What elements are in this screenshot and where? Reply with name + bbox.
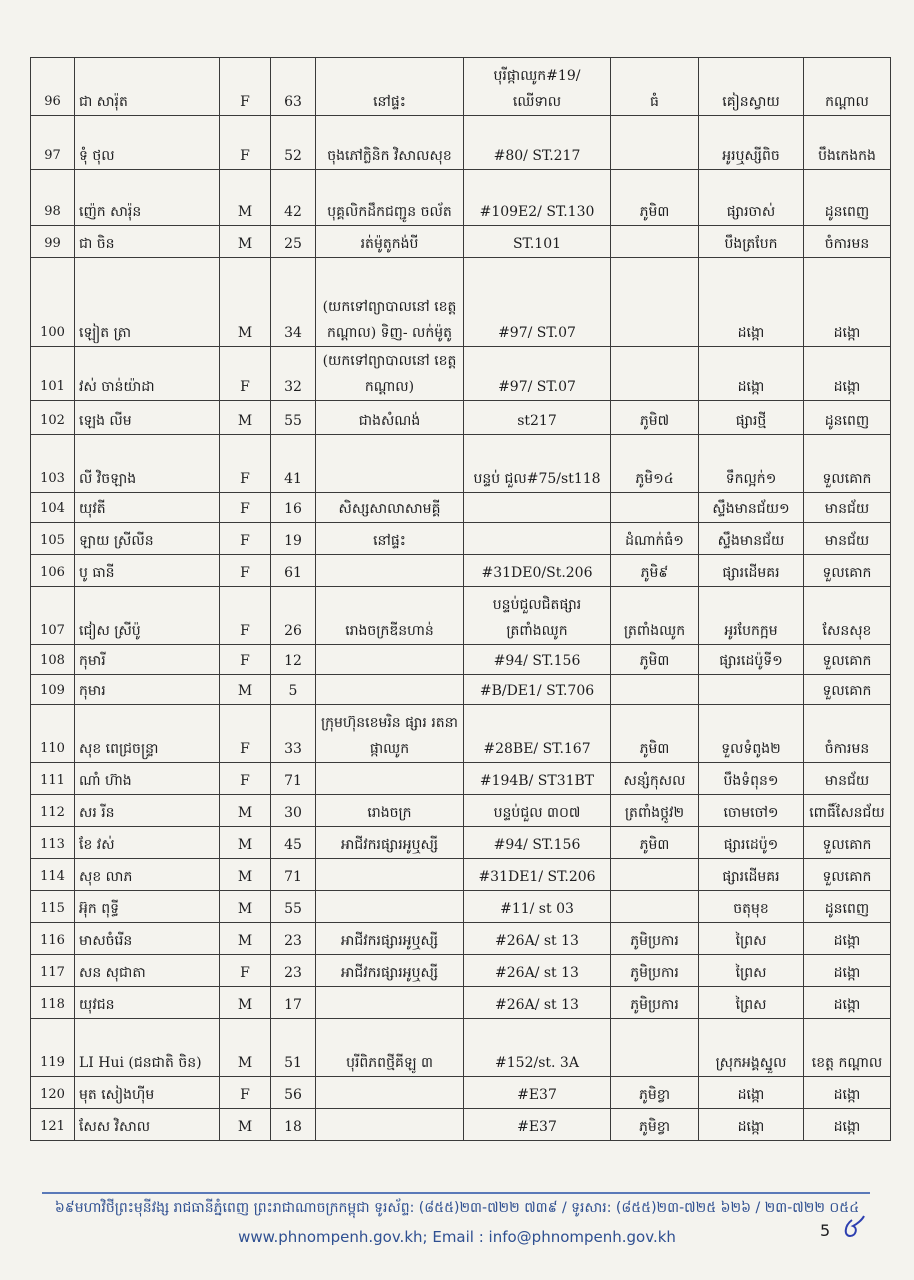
commune-cell: ស្ទឹងមានជ័យ១ bbox=[699, 493, 804, 523]
commune-cell: អូរឬស្សីពិច bbox=[699, 116, 804, 170]
district-cell: ដូនពេញ bbox=[804, 170, 891, 226]
village-cell: ភូមិប្រការ bbox=[611, 987, 699, 1019]
district-cell: ខេត្ត កណ្ដាល bbox=[804, 1019, 891, 1077]
table-row bbox=[31, 923, 891, 955]
district-cell: ទួលគោក bbox=[804, 859, 891, 891]
person-name-cell: ញ៉េក សារ៉ុន bbox=[75, 170, 220, 226]
sex-cell: M bbox=[220, 891, 271, 923]
person-name-cell: ណាំ ហ៊ាង bbox=[75, 763, 220, 795]
table-row bbox=[31, 587, 891, 645]
row-number-cell: 104 bbox=[31, 493, 75, 523]
commune-cell: ផ្សារដើមគរ bbox=[699, 555, 804, 587]
address-cell bbox=[464, 493, 611, 523]
address-cell: #26A/ st 13 bbox=[464, 955, 611, 987]
address-cell: #97/ ST.07 bbox=[464, 258, 611, 347]
footer-divider bbox=[42, 1192, 870, 1194]
row-number-cell: 107 bbox=[31, 587, 75, 645]
sex-cell: F bbox=[220, 1077, 271, 1109]
commune-cell: ផ្សារដេប៉ូ១ bbox=[699, 827, 804, 859]
table-row bbox=[31, 170, 891, 226]
age-cell: 12 bbox=[271, 645, 316, 675]
age-cell: 56 bbox=[271, 1077, 316, 1109]
address-cell: ST.101 bbox=[464, 226, 611, 258]
sex-cell: M bbox=[220, 401, 271, 435]
commune-cell: ព្រៃស bbox=[699, 987, 804, 1019]
district-cell: ដង្កោ bbox=[804, 923, 891, 955]
occupation-cell bbox=[316, 987, 464, 1019]
age-cell: 71 bbox=[271, 763, 316, 795]
sex-cell: F bbox=[220, 523, 271, 555]
occupation-cell: (យកទៅព្យាបាលនៅ ខេត្តកណ្ដាល) ទិញ- លក់ម៉ូតូ bbox=[316, 258, 464, 347]
age-cell: 32 bbox=[271, 347, 316, 401]
commune-cell: អូរបែកក្អម bbox=[699, 587, 804, 645]
occupation-cell: នៅផ្ទះ bbox=[316, 58, 464, 116]
table-row bbox=[31, 891, 891, 923]
village-cell bbox=[611, 1019, 699, 1077]
case-table-body bbox=[31, 58, 891, 1141]
village-cell bbox=[611, 116, 699, 170]
village-cell bbox=[611, 347, 699, 401]
address-cell: #31DE1/ ST.206 bbox=[464, 859, 611, 891]
age-cell: 33 bbox=[271, 705, 316, 763]
village-cell: ភូមិខ្វា bbox=[611, 1077, 699, 1109]
row-number-cell: 119 bbox=[31, 1019, 75, 1077]
address-cell: បន្ទប់ជួលជិតផ្សារ ត្រពាំងឈូក bbox=[464, 587, 611, 645]
row-number-cell: 108 bbox=[31, 645, 75, 675]
table-row bbox=[31, 493, 891, 523]
row-number-cell: 117 bbox=[31, 955, 75, 987]
occupation-cell: ចុងភៅក្លិនិក វិសាលសុខ bbox=[316, 116, 464, 170]
age-cell: 23 bbox=[271, 923, 316, 955]
person-name-cell: វស់ ចាន់យ៉ាដា bbox=[75, 347, 220, 401]
person-name-cell: លី វិចឡាង bbox=[75, 435, 220, 493]
village-cell: ត្រពាំងថ្កូវ២ bbox=[611, 795, 699, 827]
table-row bbox=[31, 1109, 891, 1141]
address-cell: #11/ st 03 bbox=[464, 891, 611, 923]
table-row bbox=[31, 987, 891, 1019]
address-cell: #94/ ST.156 bbox=[464, 827, 611, 859]
occupation-cell: អាជីវករផ្សារអូឬស្សី bbox=[316, 827, 464, 859]
occupation-cell: រត់ម៉ូតូកង់បី bbox=[316, 226, 464, 258]
occupation-cell: អាជីវករផ្សារអូឬស្សី bbox=[316, 955, 464, 987]
commune-cell: បឹងត្របែក bbox=[699, 226, 804, 258]
address-cell: បន្ទប់ ជួល#75/st118 bbox=[464, 435, 611, 493]
address-cell: #28BE/ ST.167 bbox=[464, 705, 611, 763]
district-cell: មានជ័យ bbox=[804, 763, 891, 795]
address-cell: #26A/ st 13 bbox=[464, 987, 611, 1019]
sex-cell: M bbox=[220, 859, 271, 891]
village-cell: ភូមិ៣ bbox=[611, 645, 699, 675]
sex-cell: M bbox=[220, 987, 271, 1019]
age-cell: 42 bbox=[271, 170, 316, 226]
age-cell: 19 bbox=[271, 523, 316, 555]
sex-cell: F bbox=[220, 955, 271, 987]
village-cell: ភូមិខ្វា bbox=[611, 1109, 699, 1141]
age-cell: 63 bbox=[271, 58, 316, 116]
table-row bbox=[31, 1019, 891, 1077]
age-cell: 26 bbox=[271, 587, 316, 645]
person-name-cell: សុខ លាភ bbox=[75, 859, 220, 891]
commune-cell: ព្រៃស bbox=[699, 955, 804, 987]
district-cell: ដង្កោ bbox=[804, 1109, 891, 1141]
address-cell: បុរីផ្កាឈូក#19/ ឈើទាល bbox=[464, 58, 611, 116]
table-row bbox=[31, 58, 891, 116]
person-name-cell: ឡេង លីម bbox=[75, 401, 220, 435]
occupation-cell bbox=[316, 1077, 464, 1109]
address-cell: #E37 bbox=[464, 1109, 611, 1141]
occupation-cell: សិស្សសាលាសាមគ្គី bbox=[316, 493, 464, 523]
person-name-cell: បូ ធានី bbox=[75, 555, 220, 587]
person-name-cell: មុត សៀងហ៊ីម bbox=[75, 1077, 220, 1109]
handwritten-initial-icon bbox=[838, 1214, 868, 1242]
village-cell: ត្រពាំងឈូក bbox=[611, 587, 699, 645]
village-cell: ភូមិ៩ bbox=[611, 555, 699, 587]
table-row bbox=[31, 401, 891, 435]
table-row bbox=[31, 116, 891, 170]
occupation-cell bbox=[316, 645, 464, 675]
table-row bbox=[31, 955, 891, 987]
district-cell: ដង្កោ bbox=[804, 258, 891, 347]
age-cell: 34 bbox=[271, 258, 316, 347]
person-name-cell: យុវជន bbox=[75, 987, 220, 1019]
page-number: 5 bbox=[820, 1221, 831, 1240]
commune-cell: ផ្សារដើមគរ bbox=[699, 859, 804, 891]
commune-cell: ទួលទំពូង២ bbox=[699, 705, 804, 763]
row-number-cell: 115 bbox=[31, 891, 75, 923]
person-name-cell: សុខ ពេជ្រចន្ទ្រា bbox=[75, 705, 220, 763]
age-cell: 5 bbox=[271, 675, 316, 705]
sex-cell: F bbox=[220, 347, 271, 401]
commune-cell: ព្រៃស bbox=[699, 923, 804, 955]
person-name-cell: យុវតី bbox=[75, 493, 220, 523]
address-cell bbox=[464, 523, 611, 555]
commune-cell: ដង្កោ bbox=[699, 347, 804, 401]
row-number-cell: 120 bbox=[31, 1077, 75, 1109]
person-name-cell: សន សុជាតា bbox=[75, 955, 220, 987]
row-number-cell: 121 bbox=[31, 1109, 75, 1141]
commune-cell: ដង្កោ bbox=[699, 1109, 804, 1141]
sex-cell: M bbox=[220, 923, 271, 955]
sex-cell: M bbox=[220, 258, 271, 347]
age-cell: 41 bbox=[271, 435, 316, 493]
sex-cell: F bbox=[220, 58, 271, 116]
row-number-cell: 111 bbox=[31, 763, 75, 795]
district-cell: សែនសុខ bbox=[804, 587, 891, 645]
table-row bbox=[31, 763, 891, 795]
district-cell: ដង្កោ bbox=[804, 1077, 891, 1109]
row-number-cell: 118 bbox=[31, 987, 75, 1019]
row-number-cell: 102 bbox=[31, 401, 75, 435]
row-number-cell: 105 bbox=[31, 523, 75, 555]
row-number-cell: 110 bbox=[31, 705, 75, 763]
person-name-cell: ជា ចិន bbox=[75, 226, 220, 258]
village-cell: ភូមិប្រការ bbox=[611, 955, 699, 987]
row-number-cell: 113 bbox=[31, 827, 75, 859]
occupation-cell bbox=[316, 555, 464, 587]
occupation-cell: រោងចក្រឌីនហាន់ bbox=[316, 587, 464, 645]
age-cell: 51 bbox=[271, 1019, 316, 1077]
address-cell: #94/ ST.156 bbox=[464, 645, 611, 675]
commune-cell bbox=[699, 675, 804, 705]
age-cell: 71 bbox=[271, 859, 316, 891]
commune-cell: ចោមចៅ១ bbox=[699, 795, 804, 827]
address-cell: #E37 bbox=[464, 1077, 611, 1109]
table-row bbox=[31, 523, 891, 555]
row-number-cell: 99 bbox=[31, 226, 75, 258]
row-number-cell: 116 bbox=[31, 923, 75, 955]
occupation-cell: រោងចក្រ bbox=[316, 795, 464, 827]
footer-address: ៦៩មហាវិថីព្រះមុនីវង្ស រាជធានីភ្នំពេញ ព្រះរាជាណាចក្រកម្ពុជា ទូរស័ព្ទ: (៨៥៥)២៣-៧២២ ៧៣៩ / ទូរសារ: (៨៥៥)២៣-៧២៥ ៦២៦ / ២៣-៧២២ ០៥៤ bbox=[54, 1200, 860, 1216]
commune-cell: បឹងទំពុន១ bbox=[699, 763, 804, 795]
sex-cell: M bbox=[220, 1109, 271, 1141]
sex-cell: F bbox=[220, 116, 271, 170]
occupation-cell: (យកទៅព្យាបាលនៅ ខេត្តកណ្ដាល) bbox=[316, 347, 464, 401]
village-cell: ភូមិ៧ bbox=[611, 401, 699, 435]
table-row bbox=[31, 555, 891, 587]
age-cell: 25 bbox=[271, 226, 316, 258]
row-number-cell: 103 bbox=[31, 435, 75, 493]
district-cell: ដង្កោ bbox=[804, 955, 891, 987]
commune-cell: ផ្សារដេប៉ូទី១ bbox=[699, 645, 804, 675]
occupation-cell bbox=[316, 891, 464, 923]
age-cell: 55 bbox=[271, 401, 316, 435]
village-cell bbox=[611, 226, 699, 258]
district-cell: ដង្កោ bbox=[804, 347, 891, 401]
table-row bbox=[31, 226, 891, 258]
age-cell: 23 bbox=[271, 955, 316, 987]
district-cell: ចំការមន bbox=[804, 705, 891, 763]
village-cell: ភូមិ១៤ bbox=[611, 435, 699, 493]
occupation-cell: អាជីវករផ្សារអូឬស្សី bbox=[316, 923, 464, 955]
district-cell: ទួលគោក bbox=[804, 827, 891, 859]
person-name-cell: ឡាយ ស្រីលីន bbox=[75, 523, 220, 555]
commune-cell: ផ្សារចាស់ bbox=[699, 170, 804, 226]
row-number-cell: 100 bbox=[31, 258, 75, 347]
village-cell bbox=[611, 675, 699, 705]
address-cell: #B/DE1/ ST.706 bbox=[464, 675, 611, 705]
table-row bbox=[31, 827, 891, 859]
district-cell: ពោធិ៍សែនជ័យ bbox=[804, 795, 891, 827]
person-name-cell: សរ រីន bbox=[75, 795, 220, 827]
row-number-cell: 98 bbox=[31, 170, 75, 226]
table-row bbox=[31, 258, 891, 347]
table-row bbox=[31, 795, 891, 827]
village-cell: ដំណាក់ធំ១ bbox=[611, 523, 699, 555]
commune-cell: ផ្សារថ្មី bbox=[699, 401, 804, 435]
occupation-cell bbox=[316, 763, 464, 795]
commune-cell: ស្រុកអង្គស្នួល bbox=[699, 1019, 804, 1077]
district-cell: ទួលគោក bbox=[804, 645, 891, 675]
address-cell: បន្ទប់ជួល ៣០៧ bbox=[464, 795, 611, 827]
sex-cell: M bbox=[220, 1019, 271, 1077]
age-cell: 61 bbox=[271, 555, 316, 587]
village-cell: សន្សំកុសល bbox=[611, 763, 699, 795]
commune-cell: ចតុមុខ bbox=[699, 891, 804, 923]
occupation-cell bbox=[316, 675, 464, 705]
sex-cell: F bbox=[220, 555, 271, 587]
village-cell bbox=[611, 859, 699, 891]
row-number-cell: 114 bbox=[31, 859, 75, 891]
district-cell: ទួលគោក bbox=[804, 675, 891, 705]
village-cell: ភូមិ៣ bbox=[611, 170, 699, 226]
table-row bbox=[31, 859, 891, 891]
age-cell: 52 bbox=[271, 116, 316, 170]
occupation-cell: នៅផ្ទះ bbox=[316, 523, 464, 555]
occupation-cell: ក្រុមហ៊ុនខេមរិន ផ្សារ រតនាផ្កាឈូក bbox=[316, 705, 464, 763]
village-cell: ភូមិ៣ bbox=[611, 705, 699, 763]
district-cell: កណ្ដាល bbox=[804, 58, 891, 116]
commune-cell: ទឹកល្អក់១ bbox=[699, 435, 804, 493]
district-cell: ដូនពេញ bbox=[804, 401, 891, 435]
sex-cell: F bbox=[220, 705, 271, 763]
row-number-cell: 101 bbox=[31, 347, 75, 401]
row-number-cell: 97 bbox=[31, 116, 75, 170]
commune-cell: គៀនស្វាយ bbox=[699, 58, 804, 116]
village-cell: ធំ bbox=[611, 58, 699, 116]
sex-cell: M bbox=[220, 675, 271, 705]
address-cell: #97/ ST.07 bbox=[464, 347, 611, 401]
address-cell: #31DE0/St.206 bbox=[464, 555, 611, 587]
occupation-cell: ជាងសំណង់ bbox=[316, 401, 464, 435]
address-cell: #26A/ st 13 bbox=[464, 923, 611, 955]
person-name-cell: ជា សារ៉ុត bbox=[75, 58, 220, 116]
address-cell: st217 bbox=[464, 401, 611, 435]
sex-cell: M bbox=[220, 226, 271, 258]
district-cell: ដង្កោ bbox=[804, 987, 891, 1019]
age-cell: 30 bbox=[271, 795, 316, 827]
address-cell: #194B/ ST31BT bbox=[464, 763, 611, 795]
village-cell bbox=[611, 258, 699, 347]
sex-cell: F bbox=[220, 435, 271, 493]
person-name-cell: ជៀស ស្រីប៉ូ bbox=[75, 587, 220, 645]
person-name-cell: ឡៀត ត្រា bbox=[75, 258, 220, 347]
person-name-cell: ទុំ ថុល bbox=[75, 116, 220, 170]
person-name-cell: LI Hui (ជនជាតិ ចិន) bbox=[75, 1019, 220, 1077]
table-row bbox=[31, 1077, 891, 1109]
person-name-cell: មាសចំរើន bbox=[75, 923, 220, 955]
row-number-cell: 112 bbox=[31, 795, 75, 827]
occupation-cell bbox=[316, 1109, 464, 1141]
table-row bbox=[31, 675, 891, 705]
district-cell: ទួលគោក bbox=[804, 435, 891, 493]
person-name-cell: កុមារី bbox=[75, 645, 220, 675]
district-cell: ទួលគោក bbox=[804, 555, 891, 587]
person-name-cell: អ៊ុក ពុទ្ធី bbox=[75, 891, 220, 923]
address-cell: #152/st. 3A bbox=[464, 1019, 611, 1077]
district-cell: មានជ័យ bbox=[804, 493, 891, 523]
village-cell: ភូមិ៣ bbox=[611, 827, 699, 859]
row-number-cell: 109 bbox=[31, 675, 75, 705]
commune-cell: ដង្កោ bbox=[699, 258, 804, 347]
occupation-cell bbox=[316, 435, 464, 493]
person-name-cell: ខែ វស់ bbox=[75, 827, 220, 859]
sex-cell: F bbox=[220, 587, 271, 645]
table-row bbox=[31, 435, 891, 493]
district-cell: បឹងកេងកង bbox=[804, 116, 891, 170]
footer-website-email: www.phnompenh.gov.kh; Email : info@phnompenh.gov.kh bbox=[238, 1228, 676, 1246]
person-name-cell: សែស វិសាល bbox=[75, 1109, 220, 1141]
table-row bbox=[31, 705, 891, 763]
table-row bbox=[31, 645, 891, 675]
occupation-cell: បុរីពិភពថ្មីគីឡូ ៣ bbox=[316, 1019, 464, 1077]
sex-cell: M bbox=[220, 795, 271, 827]
sex-cell: F bbox=[220, 493, 271, 523]
sex-cell: M bbox=[220, 827, 271, 859]
district-cell: ចំការមន bbox=[804, 226, 891, 258]
age-cell: 17 bbox=[271, 987, 316, 1019]
address-cell: #80/ ST.217 bbox=[464, 116, 611, 170]
occupation-cell: បុគ្គលិកដឹកជញ្ជូន ចល័ត bbox=[316, 170, 464, 226]
village-cell bbox=[611, 891, 699, 923]
commune-cell: ដង្កោ bbox=[699, 1077, 804, 1109]
case-table bbox=[30, 57, 891, 1141]
person-name-cell: កុមារ bbox=[75, 675, 220, 705]
address-cell: #109E2/ ST.130 bbox=[464, 170, 611, 226]
age-cell: 45 bbox=[271, 827, 316, 859]
commune-cell: ស្ទឹងមានជ័យ bbox=[699, 523, 804, 555]
district-cell: មានជ័យ bbox=[804, 523, 891, 555]
village-cell: ភូមិប្រការ bbox=[611, 923, 699, 955]
sex-cell: F bbox=[220, 645, 271, 675]
village-cell bbox=[611, 493, 699, 523]
sex-cell: M bbox=[220, 170, 271, 226]
table-row bbox=[31, 347, 891, 401]
district-cell: ដូនពេញ bbox=[804, 891, 891, 923]
row-number-cell: 96 bbox=[31, 58, 75, 116]
row-number-cell: 106 bbox=[31, 555, 75, 587]
age-cell: 18 bbox=[271, 1109, 316, 1141]
age-cell: 16 bbox=[271, 493, 316, 523]
sex-cell: F bbox=[220, 763, 271, 795]
occupation-cell bbox=[316, 859, 464, 891]
age-cell: 55 bbox=[271, 891, 316, 923]
